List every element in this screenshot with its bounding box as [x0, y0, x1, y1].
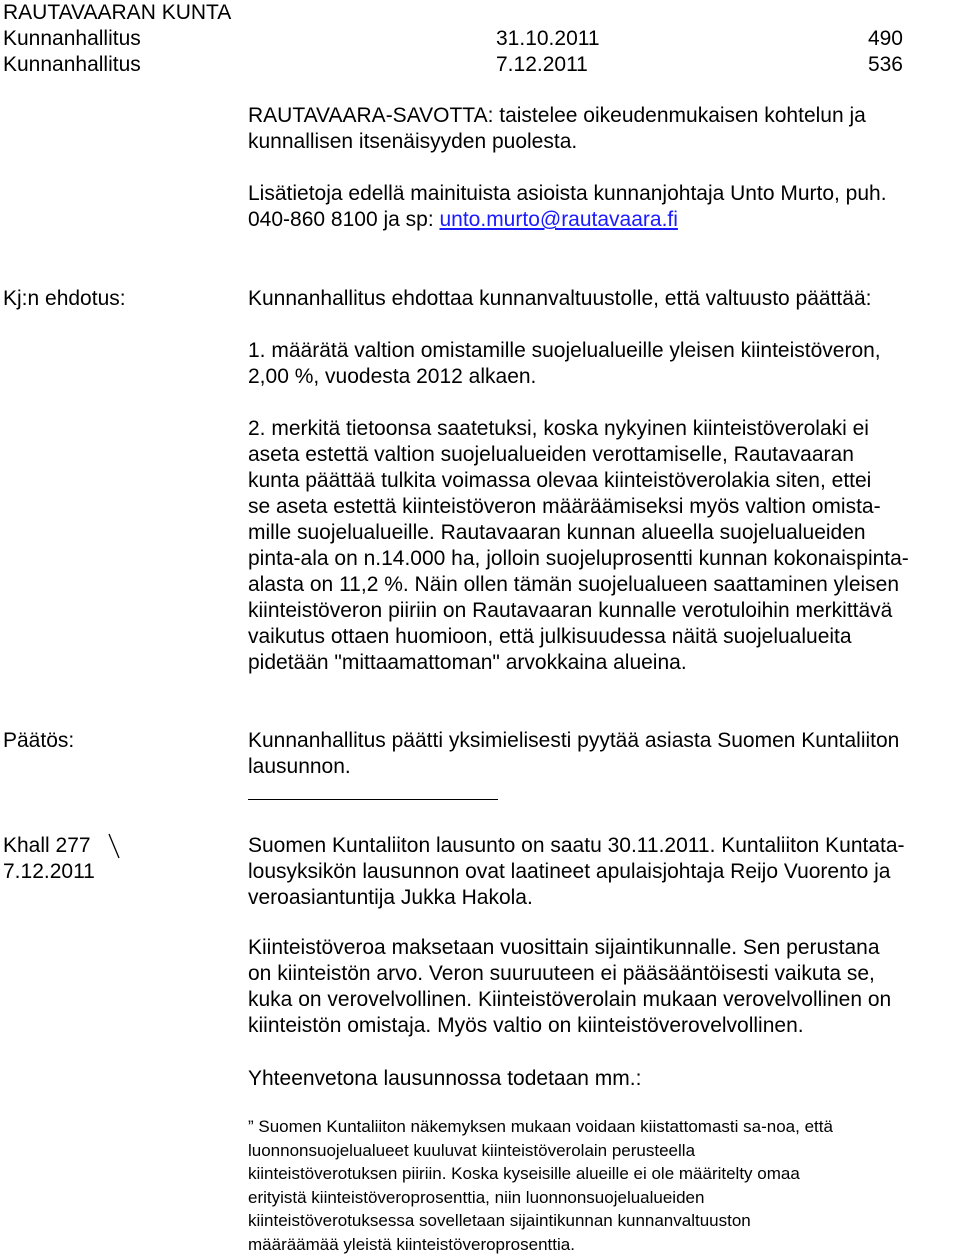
meeting-row [3, 26, 903, 52]
text-line: Suomen Kuntaliiton lausunto on saatu 30.11.2011. Kuntaliiton Kuntata- [248, 834, 905, 857]
khall-paragraph-1 [248, 833, 938, 911]
text-line: Lisätietoja edellä mainituista asioista kunnanjohtaja Unto Murto, puh. [248, 182, 887, 205]
separator-line [248, 799, 498, 800]
text-line: 1. määrätä valtion omistamille suojelualueille yleisen kiinteistöveron, [248, 339, 881, 362]
text-line: kunta päättää tulkita voimassa olevaa kiinteistöverolakia siten, ettei [248, 469, 872, 492]
text-line: Kunnanhallitus ehdottaa kunnanvaltuustolle, että valtuusto päättää: [248, 287, 872, 310]
contact-phone-text: 040-860 8100 ja sp: [248, 208, 440, 231]
meeting-row [3, 52, 903, 78]
quote-line: määräämää yleistä kiinteistöveroprosenttia. [248, 1234, 575, 1254]
text-line: aseta estettä valtion suojelualueiden verottamiselle, Rautavaaran [248, 443, 854, 466]
item-heading [248, 103, 938, 155]
text-line: mille suojelualueille. Rautavaaran kunnan alueella suojelualueiden [248, 521, 866, 544]
text-line: Kiinteistöveroa maksetaan vuosittain sijaintikunnalle. Sen perustana [248, 936, 880, 959]
decision-text [248, 728, 938, 780]
text-line: kuka on verovelvollinen. Kiinteistöverolain mukaan verovelvollinen on [248, 988, 892, 1011]
text-line: lausunnon. [248, 755, 351, 778]
quote-line: ” Suomen Kuntaliiton näkemyksen mukaan voidaan kiistattomasti sa-noa, että [248, 1117, 833, 1136]
text-line: RAUTAVAARA-SAVOTTA: taistelee oikeudenmukaisen kohtelun ja [248, 104, 866, 127]
summary-intro [248, 1066, 938, 1092]
organization-title: RAUTAVAARAN KUNTA [3, 1, 232, 24]
text-line: vaikutus ottaen huomioon, että julkisuudessa näitä suojelualueita [248, 625, 852, 648]
text-line [248, 207, 938, 233]
text-line: kunnallisen itsenäisyyden puolesta. [248, 130, 578, 153]
text-line: on kiinteistön arvo. Veron suuruuteen ei pääsääntöisesti vaikuta se, [248, 962, 875, 985]
text-line: 2. merkitä tietoonsa saatetuksi, koska nykyinen kiinteistöverolaki ei [248, 417, 869, 440]
meeting-date: 31.10.2011 [496, 27, 600, 50]
text-line: Yhteenvetona lausunnossa todetaan mm.: [248, 1067, 642, 1090]
text-line: pidetään "mittaamattoman" arvokkaina alueina. [248, 651, 687, 674]
section-number: 490 [867, 27, 903, 50]
text-line: 2,00 %, vuodesta 2012 alkaen. [248, 365, 537, 388]
contact-info [248, 181, 938, 233]
proposal-label: Kj:n ehdotus: [3, 287, 126, 310]
quote-line: kiinteistöverotuksessa sovelletaan sijaintikunnan kunnanvaltuuston [248, 1211, 751, 1230]
quote-line: luonnonsuojelualueet kuuluvat kiinteistöverolain perusteella [248, 1140, 696, 1160]
khall-section-label: Khall 277 [3, 834, 91, 857]
khall-section-date: 7.12.2011 [3, 860, 95, 883]
statement-quote [248, 1115, 948, 1256]
text-line: se aseta estettä kiinteistöveron määräämiseksi myös valtion omista- [248, 495, 881, 518]
decision-label: Päätös: [3, 729, 75, 752]
email-link[interactable]: unto.murto@rautavaara.fi [439, 208, 678, 231]
text-line: veroasiantuntija Jukka Hakola. [248, 886, 533, 909]
proposal-item-1 [248, 338, 938, 390]
meeting-body: Kunnanhallitus [3, 53, 141, 76]
khall-paragraph-2 [248, 935, 938, 1039]
section-mark-icon [108, 833, 120, 859]
text-line: kiinteistöveron piiriin on Rautavaaran kunnalle verotuloihin merkittävä [248, 599, 893, 622]
quote-line: erityistä kiinteistöveroprosenttia, niin luonnonsuojelualueiden [248, 1187, 705, 1207]
quote-line: kiinteistöverotuksen piiriin. Koska kyseisille alueille ei ole määritelty omaa [248, 1164, 800, 1183]
meeting-date: 7.12.2011 [496, 53, 588, 76]
proposal-intro [248, 286, 938, 312]
text-line: pinta-ala on n.14.000 ha, jolloin suojeluprosentti kunnan kokonaispinta- [248, 547, 909, 570]
text-line: lousyksikön lausunnon ovat laatineet apulaisjohtaja Reijo Vuorento ja [248, 860, 891, 883]
text-line: Kunnanhallitus päätti yksimielisesti pyytää asiasta Suomen Kuntaliiton [248, 729, 900, 752]
meeting-body: Kunnanhallitus [3, 27, 141, 50]
text-line: kiinteistön omistaja. Myös valtio on kiinteistöverovelvollinen. [248, 1014, 804, 1037]
text-line: alasta on 11,2 %. Näin ollen tämän suojelualueen saattaminen yleisen [248, 573, 900, 596]
proposal-item-2 [248, 416, 938, 676]
section-number: 536 [867, 53, 903, 76]
